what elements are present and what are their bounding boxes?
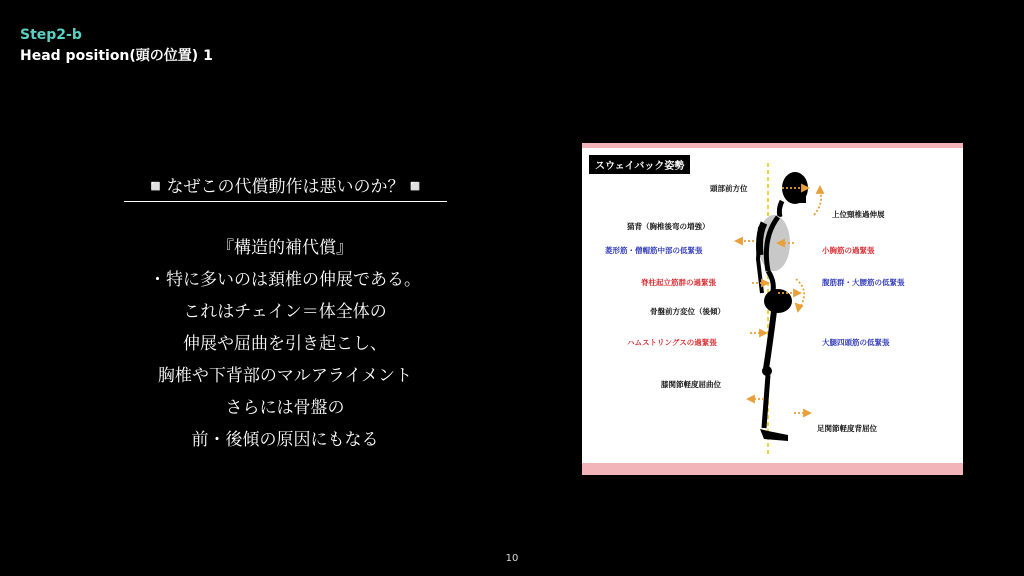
label-rhomboid: 菱形筋・僧帽筋中部の低緊張 — [605, 246, 703, 255]
knee — [762, 366, 772, 376]
label-upper-cervical: 上位頸椎過伸展 — [832, 210, 885, 219]
swayback-posture-figure — [582, 143, 963, 475]
body-line: これはチェイン＝体全体の — [183, 302, 387, 322]
page-number: 10 — [505, 553, 519, 564]
label-abdominals: 腹筋群・大腰筋の低緊張 — [822, 278, 905, 287]
foot — [760, 429, 788, 441]
label-hamstrings: ハムストリングスの過緊張 — [627, 338, 717, 347]
cervical-spine — [779, 201, 782, 217]
body-line: 胸椎や下背部のマルアライメント — [157, 366, 413, 386]
step-label: Step2-b — [20, 27, 82, 43]
label-head-forward: 頭部前方位 — [710, 184, 748, 193]
label-quads: 大腿四頭筋の低緊張 — [822, 338, 890, 347]
label-erector: 脊柱起立筋群の過緊張 — [641, 278, 716, 287]
label-ankle: 足関節軽度背屈位 — [817, 424, 877, 433]
jaw — [794, 197, 806, 203]
question-heading: ◽️なぜこの代償動作は悪いのか？◽️ — [124, 172, 447, 202]
upper-cervical-arrow — [814, 191, 821, 215]
label-knee: 膝関節軽度屈曲位 — [661, 380, 721, 389]
skeleton-illustration — [582, 143, 963, 475]
body-line: 『構造的補代償』 — [217, 238, 353, 258]
body-line: ・特に多いのは頚椎の伸展である。 — [149, 270, 421, 290]
bottom-stripe — [582, 463, 963, 475]
tibia — [764, 375, 768, 428]
label-pec-minor: 小胸筋の過緊張 — [822, 246, 875, 255]
body-line: 前・後傾の原因にもなる — [191, 430, 379, 450]
label-kyphosis: 猫背（胸椎後弯の増強） — [627, 222, 710, 231]
body-line: さらには骨盤の — [225, 398, 345, 418]
figure-title: スウェイバック姿勢 — [589, 155, 690, 174]
body-text — [90, 232, 480, 456]
label-pelvis: 骨盤前方変位（後傾） — [650, 307, 725, 316]
slide-subtitle: Head position(頭の位置) 1 — [20, 48, 213, 64]
body-line: 伸展や屈曲を引き起こし、 — [183, 334, 387, 354]
